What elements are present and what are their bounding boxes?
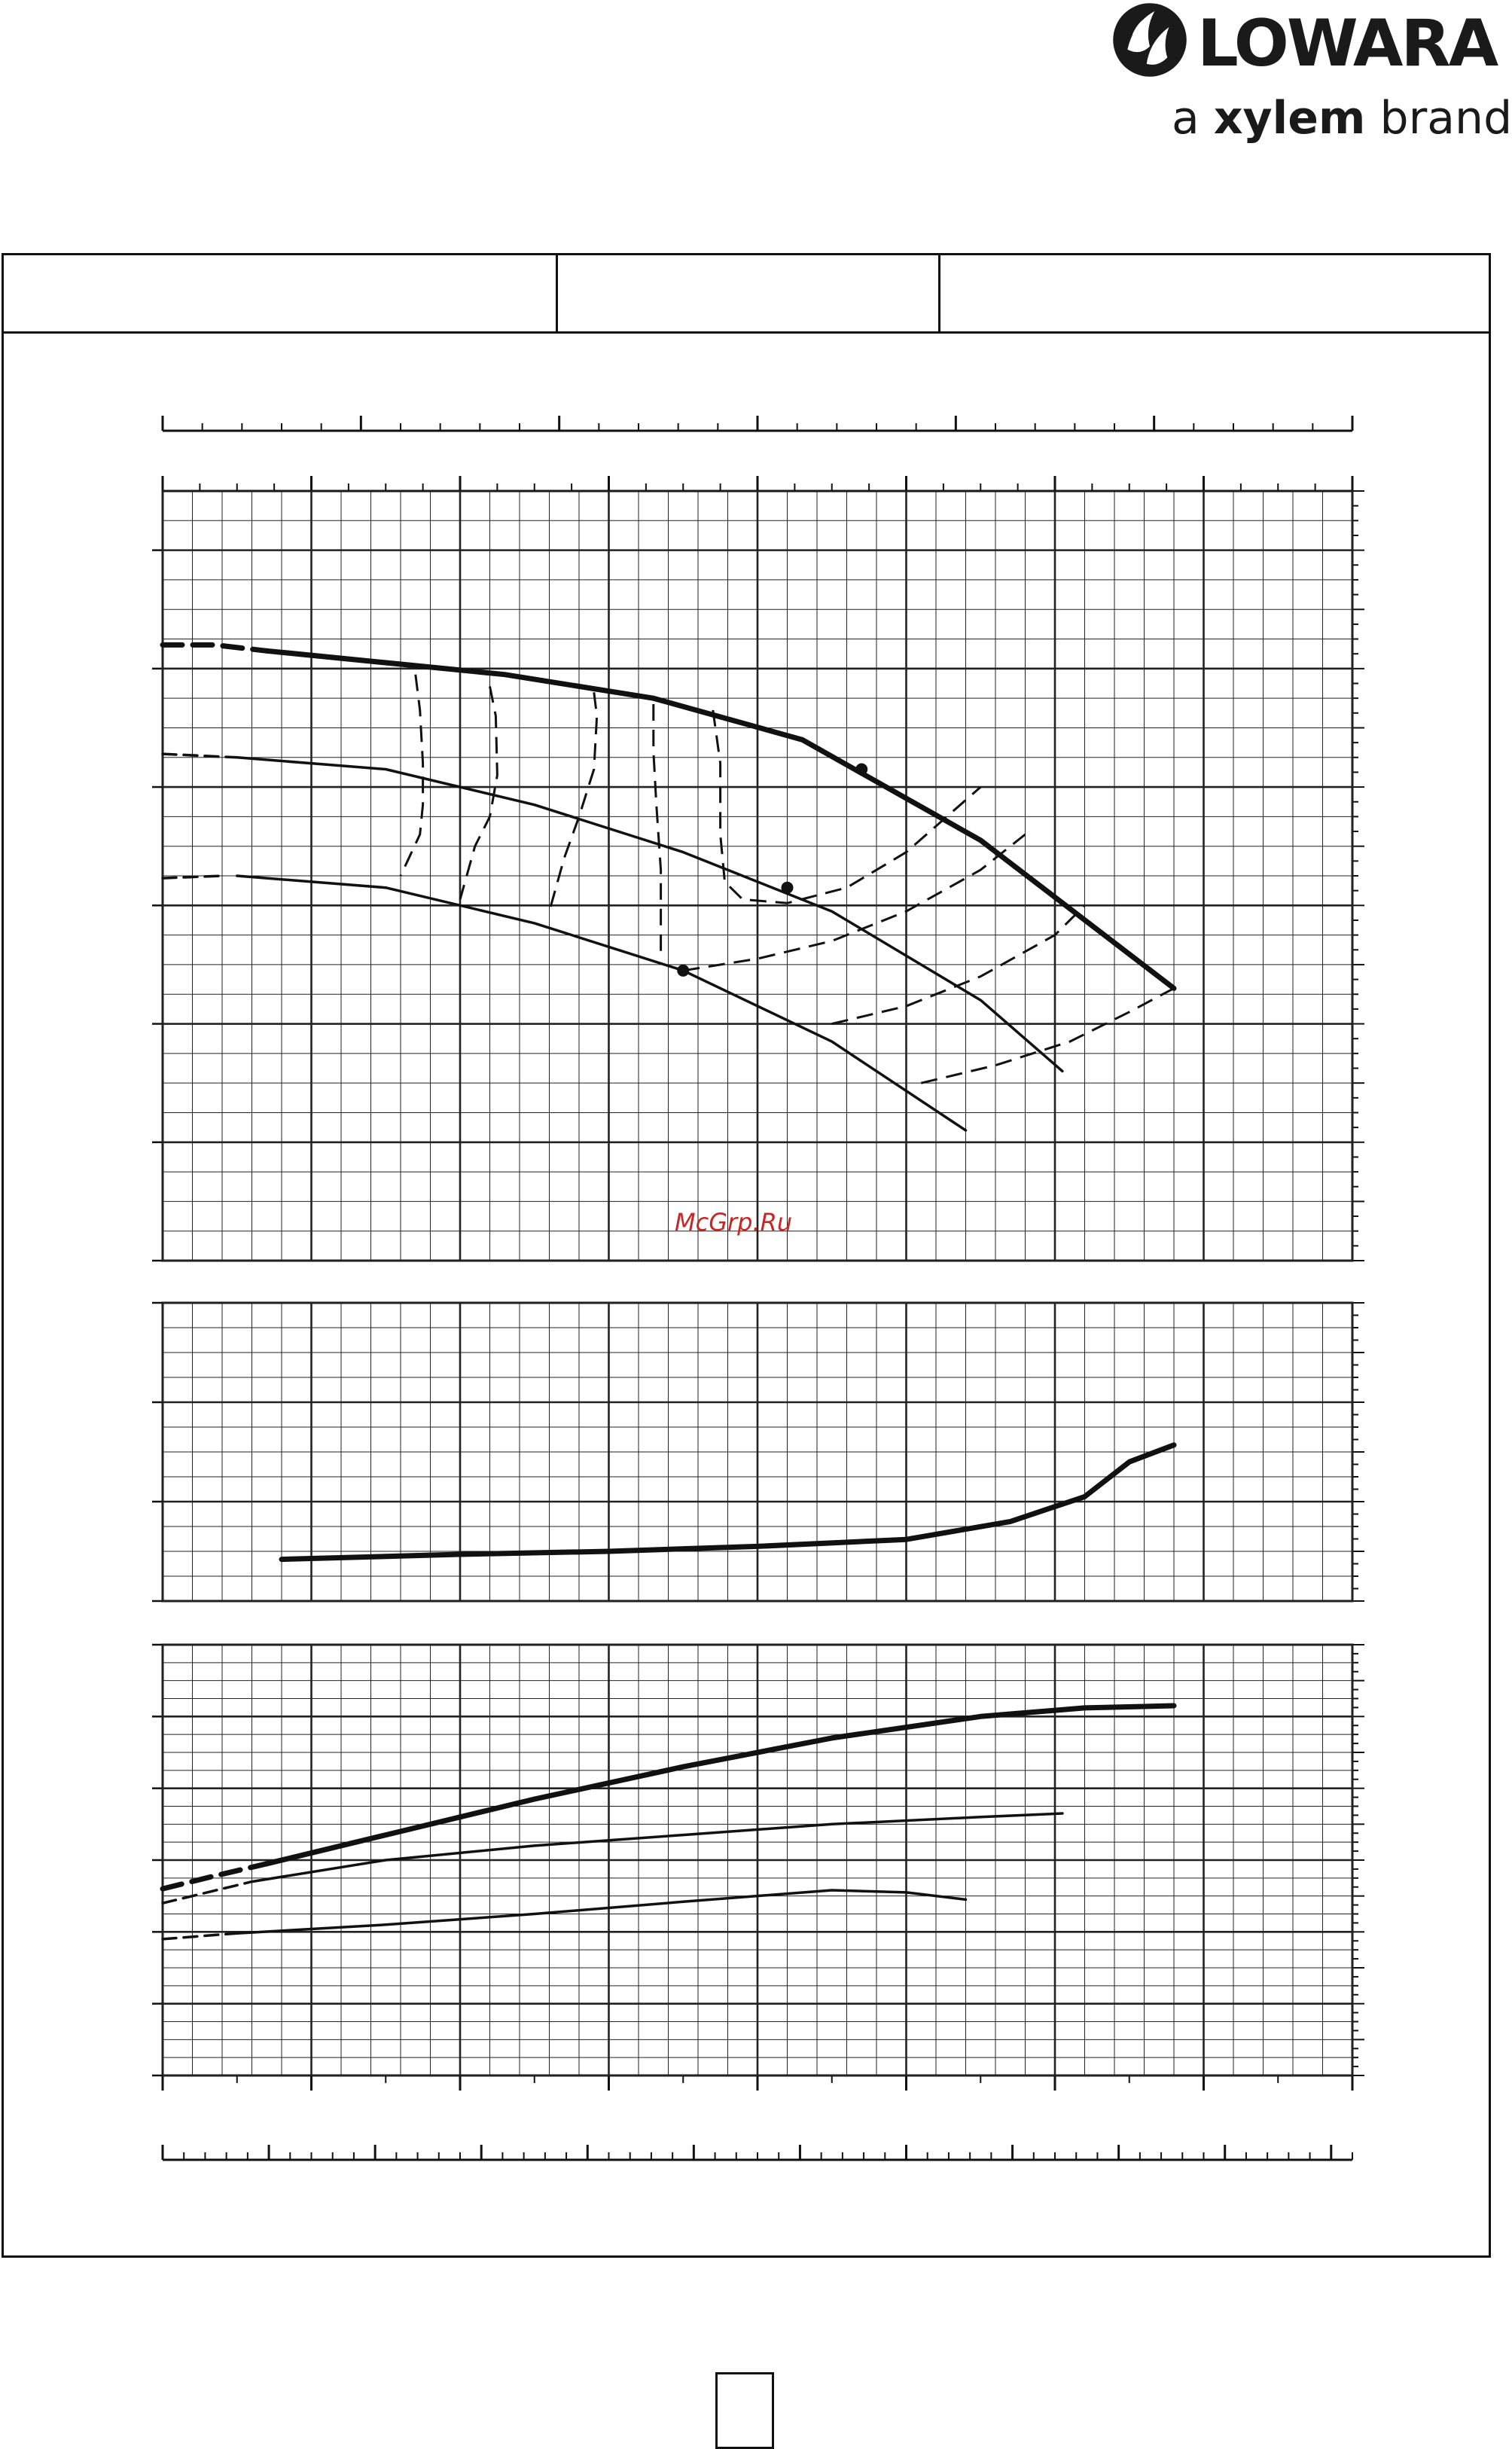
head-marker-1 bbox=[782, 882, 794, 894]
brand-name: LOWARA bbox=[1197, 6, 1497, 81]
head-marker-0 bbox=[855, 763, 867, 775]
power-curve-2 bbox=[252, 1813, 1062, 1882]
head-iso-curve-1 bbox=[460, 686, 497, 899]
tagline-prefix: a bbox=[1172, 92, 1200, 145]
head-iso-curve-7 bbox=[921, 988, 1174, 1083]
head-curve-3 bbox=[163, 754, 237, 758]
tagline-suffix: brand bbox=[1379, 92, 1512, 145]
head-curve-4 bbox=[237, 876, 966, 1130]
tagline-brand: xylem bbox=[1213, 92, 1366, 145]
power-curve-4 bbox=[237, 1890, 966, 1933]
head-curve-1 bbox=[163, 645, 267, 651]
power-curve-0 bbox=[267, 1706, 1174, 1864]
page-number-box bbox=[715, 2372, 774, 2449]
power-curve-1 bbox=[163, 1864, 267, 1889]
power-curve-5 bbox=[163, 1933, 237, 1939]
head-iso-curve-2 bbox=[550, 692, 597, 911]
head-iso-curve-3 bbox=[654, 704, 661, 953]
head-marker-2 bbox=[677, 965, 689, 977]
watermark: McGrp.Ru bbox=[675, 1208, 793, 1237]
head-iso-curve-5 bbox=[683, 834, 1025, 971]
